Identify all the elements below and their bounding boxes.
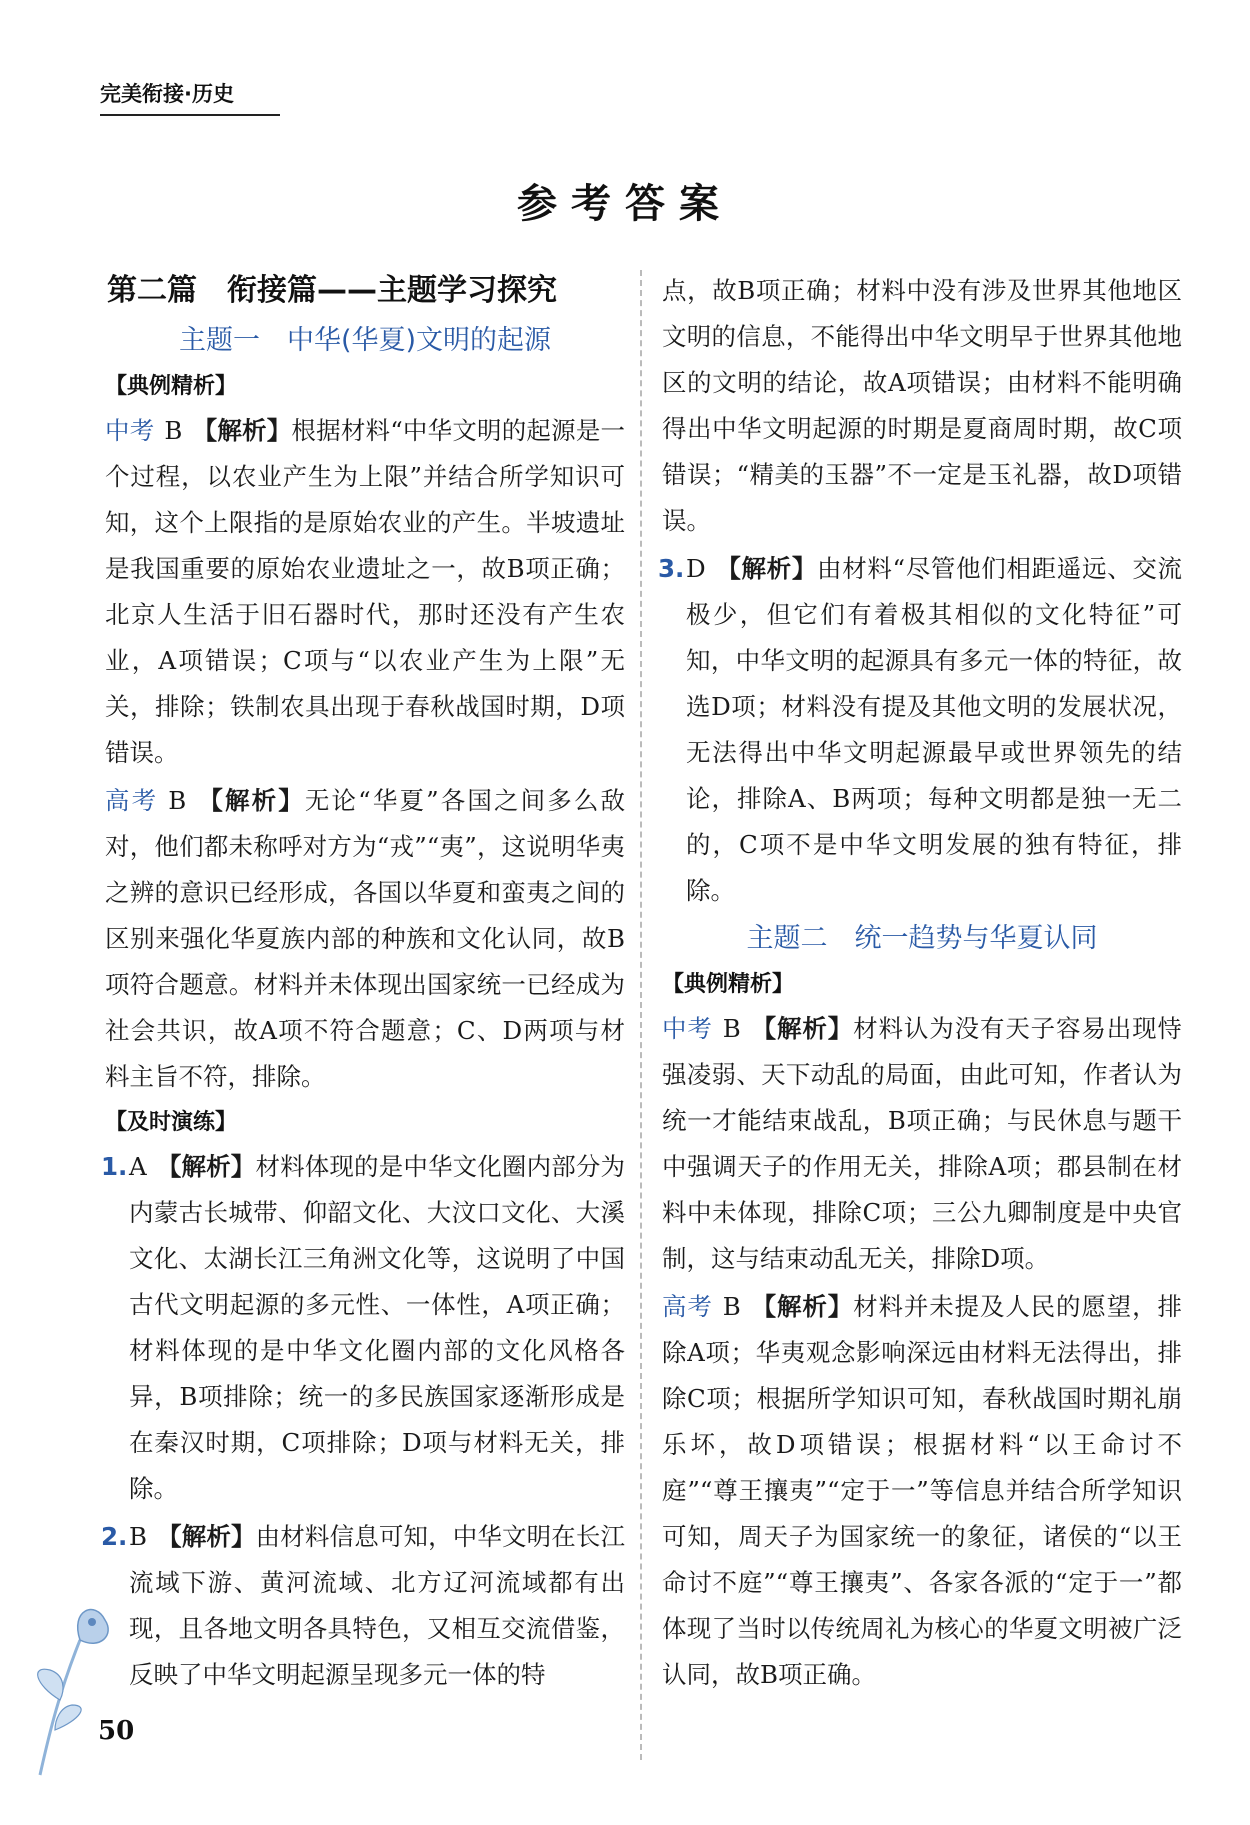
topic1-practice-label: 【及时演练】 (105, 1110, 238, 1135)
answer-letter: B (722, 1014, 741, 1043)
analysis-text: 材料并未提及人民的愿望，排除A项；华夷观念影响深远由材料无法得出，排除C项；根据所学知识可知，春秋战国时期礼崩乐坏，故D项错误；根据材料“以王命讨不庭”“尊王攘夷”“定于一”等信息并结合所学知识可知，周天子为国家统一的象征，诸侯的“以王命讨不庭”“尊王攘夷”、各家各派的“定于一”都体现了当时以传统周礼为核心的华夏文明被广泛认同，故B项正确。 (662, 1292, 1183, 1689)
book-header: 完美衔接·历史 (100, 78, 280, 116)
analysis-text: 材料认为没有天子容易出现恃强凌弱、天下动乱的局面，由此可知，作者认为统一才能结束战乱，B项正确；与民休息与题干中强调天子的作用无关，排除A项；郡县制在材料中未体现，排除C项；三公九卿制度是中央官制，这与结束动乱无关，排除D项。 (662, 1014, 1183, 1273)
topic2-gaokao (662, 1284, 1182, 1698)
topic1-gaokao (105, 778, 625, 1100)
topic2-title: 主题二 统一趋势与华夏认同 (746, 923, 1098, 954)
topic1-example-label: 【典例精析】 (105, 374, 238, 399)
column-divider (640, 270, 642, 1760)
answer-letter: B (129, 1522, 148, 1551)
analysis-tag: 【解析】 (192, 416, 292, 445)
practice-item-2-continued (662, 268, 1182, 544)
topic1-title: 主题一 中华(华夏)文明的起源 (178, 325, 552, 356)
right-column (658, 268, 1183, 1700)
left-column (101, 268, 626, 1700)
exam-label: 中考 (105, 416, 155, 445)
analysis-tag: 【解析】 (750, 1014, 854, 1043)
analysis-text: 根据材料“中华文明的起源是一个过程，以农业产生为上限”并结合所学知识可知，这个上限指的是原始农业的产生。半坡遗址是我国重要的原始农业遗址之一，故B项正确；北京人生活于旧石器时代，那时还没有产生农业，A项错误；C项与“以农业产生为上限”无关，排除；铁制农具出现于春秋战国时期，D项错误。 (105, 416, 626, 767)
analysis-tag: 【解析】 (156, 1152, 256, 1181)
flower-decoration-icon (10, 1580, 130, 1780)
practice-item-2 (101, 1514, 626, 1698)
item-number: 2. (101, 1522, 128, 1551)
analysis-tag: 【解析】 (715, 554, 818, 583)
analysis-tag: 【解析】 (750, 1292, 854, 1321)
answer-letter: B (164, 416, 183, 445)
page-title: 参考答案 (517, 181, 733, 227)
analysis-tag: 【解析】 (157, 1522, 256, 1551)
analysis-text: 由材料“尽管他们相距遥远、交流极少，但它们有着极其相似的文化特征”可知，中华文明的起源具有多元一体的特征，故选D项；材料没有提及其他文明的发展状况，无法得出中华文明起源最早或世界领先的结论，排除A、B两项；每种文明都是独一无二的，C项不是中华文明发展的独有特征，排除。 (686, 554, 1182, 905)
topic1-zhongkao (105, 408, 625, 776)
item-number: 3. (658, 554, 685, 583)
answer-letter: B (722, 1292, 741, 1321)
analysis-text-part2: 点，故B项正确；材料中没有涉及世界其他地区文明的信息，不能得出中华文明早于世界其他地区的文明的结论，故A项错误；由材料不能明确得出中华文明起源的时期是夏商周时期，故C项错误；“精美的玉器”不一定是玉礼器，故D项错误。 (662, 276, 1182, 535)
exam-label: 中考 (662, 1014, 713, 1043)
analysis-text: 材料体现的是中华文化圈内部分为内蒙古长城带、仰韶文化、大汶口文化、大溪文化、太湖长江三角洲文化等，这说明了中国古代文明起源的多元性、一体性，A项正确；材料体现的是中华文化圈内部的文化风格各异，B项排除；统一的多民族国家逐渐形成是在秦汉时期，C项排除；D项与材料无关，排除。 (129, 1152, 626, 1503)
item-number: 1. (101, 1152, 128, 1181)
analysis-text: 无论“华夏”各国之间多么敌对，他们都未称呼对方为“戎”“夷”，这说明华夷之辨的意识已经形成，各国以华夏和蛮夷之间的区别来强化华夏族内部的种族和文化认同，故B项符合题意。材料并未体现出国家统一已经成为社会共识，故A项不符合题意；C、D两项与材料主旨不符，排除。 (105, 786, 626, 1091)
topic2-example-label: 【典例精析】 (662, 972, 795, 997)
part-title: 第二篇 衔接篇——主题学习探究 (107, 273, 557, 308)
answer-letter: D (686, 554, 706, 583)
analysis-tag: 【解析】 (196, 786, 305, 815)
answer-letter: A (129, 1152, 147, 1181)
analysis-text-part1: 由材料信息可知，中华文明在长江流域下游、黄河流域、北方辽河流域都有出现，且各地文明各具特色，又相互交流借鉴，反映了中华文明起源呈现多元一体的特 (129, 1522, 626, 1689)
practice-item-1 (101, 1144, 626, 1512)
practice-item-3 (658, 546, 1182, 914)
topic2-zhongkao (662, 1006, 1182, 1282)
page-number: 50 (98, 1716, 135, 1746)
exam-label: 高考 (105, 786, 159, 815)
exam-label: 高考 (662, 1292, 713, 1321)
answer-letter: B (168, 786, 187, 815)
